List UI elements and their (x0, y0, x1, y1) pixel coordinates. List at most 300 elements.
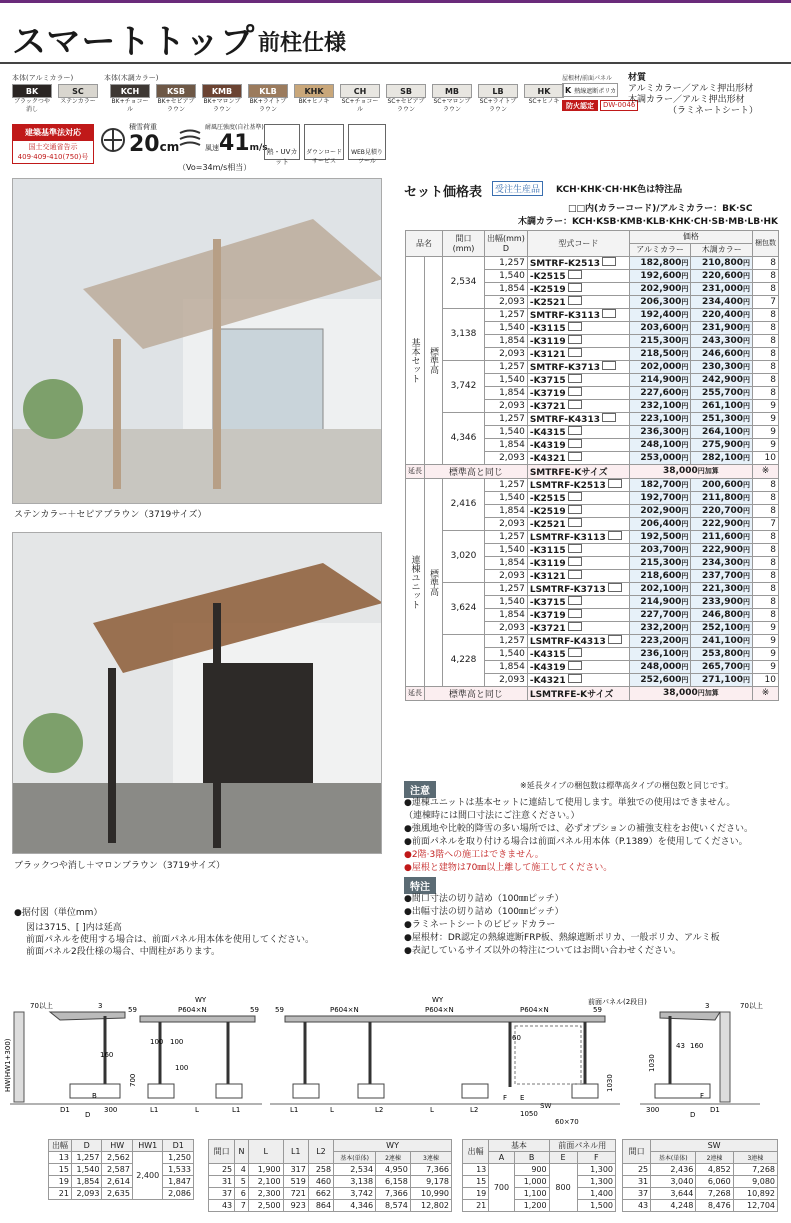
t1-cell: 1,250 (163, 1152, 194, 1164)
foundation-1a (148, 1084, 174, 1098)
alumi-price-cell (629, 334, 691, 347)
code-cell (527, 438, 629, 451)
special-item: ●ラミネートシートのビビッドカラー (404, 920, 556, 930)
wood-price-cell-value: 253,800 (702, 648, 743, 659)
yen-unit: 円 (743, 310, 750, 319)
dehaba-cell (485, 491, 528, 504)
wood-price-cell-value: 210,800 (702, 257, 743, 268)
alumi-price-cell (629, 543, 691, 556)
note-item: ●屋根と建物は70㎜以上離して施工してください。 (404, 863, 613, 873)
wood-price-cell (691, 308, 753, 321)
t3-cell: 13 (463, 1164, 489, 1176)
dim-60x70: 60×70 (555, 1118, 579, 1126)
wood-price-cell-value: 282,100 (702, 452, 743, 463)
wood-price-cell (691, 269, 753, 282)
t2-row (209, 1200, 452, 1212)
photo-2-caption: ブラックつや消し＋マロンブラウン（3719サイズ） (14, 861, 226, 871)
pack-cell (753, 478, 779, 491)
front-roof-1 (140, 1016, 255, 1022)
yen-unit: 円 (743, 480, 750, 489)
dim-1030-b: 1030 (648, 1054, 656, 1072)
wood-price-cell (691, 412, 753, 425)
alumi-price-cell (629, 386, 691, 399)
pack-cell-value: 8 (770, 361, 776, 372)
yen-unit: 円 (681, 506, 689, 515)
dehaba-cell (485, 308, 528, 321)
t2-cell: 258 (308, 1164, 333, 1176)
t2-row (209, 1164, 452, 1176)
swatch-name: BK+ライトブラウン (249, 98, 287, 113)
alumi-price-cell (629, 373, 691, 386)
dehaba-cell-value: 1,540 (499, 544, 525, 555)
dehaba-cell-value: 1,540 (499, 322, 525, 333)
code-cell-value: SMTRF-K3113 (529, 310, 600, 321)
wind-unit: m/s (249, 143, 268, 153)
color-code-box (568, 518, 582, 527)
color-code-box (568, 400, 582, 409)
yen-unit: 円 (743, 297, 750, 306)
note-item: ●強風地や比較的降雪の多い場所では、必ずオプションの補強支柱をお使いください。 (404, 824, 753, 834)
t2-head: N (235, 1140, 249, 1164)
wood-price-cell (691, 478, 753, 491)
pack-cell-value: 8 (770, 479, 776, 490)
pack-cell (753, 282, 779, 295)
pack-cell-value: 8 (770, 492, 776, 503)
color-code-box (568, 452, 582, 461)
drawing-note-1: 図は3715、[ ]内は延高 (26, 923, 122, 933)
t3-cell: 700 (489, 1164, 514, 1212)
wood-price-cell-value: 243,300 (702, 335, 743, 346)
material-line-2: 木調カラー／アルミ押出形材 (628, 95, 745, 105)
dim-p604-3: P604×N (425, 1006, 454, 1014)
notes-title (404, 781, 436, 798)
fire-cert (562, 100, 638, 111)
swatch-code: KHK (294, 84, 334, 98)
t1-head: HW (102, 1140, 133, 1152)
alumi-price-cell-value: 215,300 (640, 557, 682, 568)
code-cell (527, 504, 629, 517)
swatch-name: SC+セピアブラウン (387, 98, 425, 113)
pack-cell-value: 8 (770, 544, 776, 555)
alumi-price-cell-value: 223,100 (640, 413, 682, 424)
pack-cell-value: 8 (770, 335, 776, 346)
code-cell-value: -K3121 (529, 349, 566, 360)
dehaba-cell-value: 1,854 (499, 335, 525, 346)
dehaba-cell (485, 282, 528, 295)
yen-unit: 円 (743, 532, 750, 541)
legend-line-2: 木調カラー：KCH·KSB·KMB·KLB·KHK·CH·SB·MB·LB·HK (517, 217, 778, 227)
wood-price-cell (691, 517, 753, 530)
t4-cell: 7,268 (733, 1164, 777, 1176)
code-cell (527, 595, 629, 608)
alumi-price-cell (629, 556, 691, 569)
wood-price-cell-value: 221,300 (702, 583, 743, 594)
t3-cell: 1,400 (577, 1188, 615, 1200)
color-code-box (568, 544, 582, 553)
order-tag: 受注生産品 (492, 181, 543, 196)
code-cell (527, 647, 629, 660)
dehaba-cell-value: 1,257 (499, 583, 525, 594)
pack-cell-value: 8 (770, 322, 776, 333)
swatch-code: BK (12, 84, 52, 98)
t1-cell: 2,093 (71, 1188, 102, 1200)
pack-cell-value: 9 (770, 661, 776, 672)
alumi-price-cell (629, 282, 691, 295)
t1-head: D1 (163, 1140, 194, 1152)
price-table (405, 230, 779, 701)
t2-cell: 9,178 (410, 1176, 451, 1188)
t2-cell: 460 (308, 1176, 333, 1188)
alumi-price-cell-value: 202,900 (640, 505, 682, 516)
pack-cell-value: 7 (770, 518, 776, 529)
yen-unit: 円 (681, 597, 689, 606)
wood-price-cell (691, 569, 753, 582)
pack-cell-value: 9 (770, 439, 776, 450)
yen-unit: 円 (681, 414, 689, 423)
dehaba-cell (485, 595, 528, 608)
dim-1030-a: 1030 (606, 1074, 614, 1092)
wood-price-cell (691, 504, 753, 517)
pack-cell-value: 10 (764, 452, 776, 463)
wood-price-cell-value: 251,300 (702, 413, 743, 424)
dehaba-cell-value: 1,540 (499, 426, 525, 437)
color-code-box (568, 283, 582, 292)
t2-cell: 864 (308, 1200, 333, 1212)
t2-head: L2 (308, 1140, 333, 1164)
alumi-price-cell-value: 215,300 (640, 335, 682, 346)
pack-cell-value: 8 (770, 583, 776, 594)
wood-price-cell (691, 530, 753, 543)
wood-price-cell (691, 556, 753, 569)
code-cell (527, 634, 629, 647)
dehaba-cell (485, 295, 528, 308)
t3-cell: 21 (463, 1200, 489, 1212)
t3-sub: A (489, 1152, 514, 1164)
t2-cell: 3,742 (334, 1188, 376, 1200)
pack-cell-value: 9 (770, 622, 776, 633)
t1-cell: 1,540 (71, 1164, 102, 1176)
code-cell-value: -K3715 (529, 597, 566, 608)
code-cell (527, 491, 629, 504)
color-code-box (602, 361, 616, 370)
t3-row (463, 1164, 616, 1176)
wood-price-cell (691, 621, 753, 634)
download-icon: ダウンロードサービス (304, 124, 344, 160)
pack-cell-value: 9 (770, 648, 776, 659)
page-subtitle: 前柱仕様 (258, 31, 347, 56)
swatch-kch (110, 84, 150, 114)
dim-d-right: D (690, 1111, 696, 1119)
t4-cell: 31 (623, 1176, 651, 1188)
code-cell (527, 530, 629, 543)
t2-cell: 519 (283, 1176, 308, 1188)
maguchi-cell: 2,534 (443, 256, 485, 308)
pack-cell (753, 451, 779, 464)
code-cell-value: SMTRF-K3713 (529, 362, 600, 373)
dehaba-cell-value: 1,854 (499, 505, 525, 516)
swatch-ksb (156, 84, 196, 114)
t4-cell: 4,852 (696, 1164, 733, 1176)
pack-cell (753, 386, 779, 399)
photo-2-illustration (13, 533, 382, 854)
pack-cell (753, 621, 779, 634)
wood-price-cell (691, 660, 753, 673)
price-row (406, 478, 779, 491)
yen-unit: 円 (681, 545, 689, 554)
swatch-name: ブラックつや消し (14, 98, 50, 113)
yen-unit: 円 (681, 297, 689, 306)
dehaba-cell-value: 1,854 (499, 439, 525, 450)
wind-prefix: 風速 (205, 144, 219, 152)
extension-row (406, 464, 779, 478)
t3-row (463, 1200, 616, 1212)
t2-cell: 7,366 (376, 1188, 411, 1200)
yen-unit: 円 (681, 571, 689, 580)
t4-row (623, 1176, 778, 1188)
col-maguchi-label: 間口 (455, 234, 472, 244)
alumi-price-cell (629, 321, 691, 334)
wood-price-cell-value: 275,900 (702, 439, 743, 450)
wood-price-cell-value: 222,900 (702, 518, 743, 529)
yen-unit: 円 (681, 401, 689, 410)
t3-head: 出幅 (463, 1140, 489, 1164)
dim-70-right: 70以上 (740, 1002, 763, 1010)
price-header-row-1 (406, 231, 779, 244)
yen-unit: 円 (743, 636, 750, 645)
dim-l1-1a: L1 (150, 1106, 159, 1114)
alumi-price-cell (629, 269, 691, 282)
alumi-price-cell (629, 425, 691, 438)
note-item: ●連棟ユニットは基本セットに連結して使用します。単独での使用はできません。 (404, 798, 736, 808)
pack-cell (753, 321, 779, 334)
t2-cell: 12,802 (410, 1200, 451, 1212)
pack-cell (753, 334, 779, 347)
swatch-name: BK+セピアブラウン (157, 98, 195, 113)
code-cell-value: -K4319 (529, 440, 566, 451)
t3-cell: 1,300 (577, 1164, 615, 1176)
alumi-price-cell (629, 608, 691, 621)
code-cell (527, 608, 629, 621)
pack-cell-value: 9 (770, 635, 776, 646)
pack-cell (753, 530, 779, 543)
t2-cell: 662 (308, 1188, 333, 1200)
title-underline (0, 62, 791, 64)
color-code-box (568, 674, 582, 683)
code-cell-value: -K2515 (529, 271, 566, 282)
yen-unit: 円 (743, 362, 750, 371)
wall-right (720, 1012, 730, 1102)
dehaba-cell (485, 386, 528, 399)
wood-price-cell (691, 399, 753, 412)
t1-cell: 1,847 (163, 1176, 194, 1188)
wood-price-cell-value: 246,600 (702, 348, 743, 359)
t2-cell: 43 (209, 1200, 235, 1212)
swatch-name: SC+ライトブラウン (479, 98, 517, 113)
product-photo-1 (12, 178, 382, 504)
color-code-box (568, 439, 582, 448)
color-code-box (568, 426, 582, 435)
pack-cell (753, 673, 779, 686)
code-cell (527, 347, 629, 360)
alumi-price-cell (629, 256, 691, 269)
pack-cell (753, 412, 779, 425)
pack-cell (753, 295, 779, 308)
yen-unit: 円 (681, 336, 689, 345)
dehaba-cell-value: 1,540 (499, 492, 525, 503)
wood-price-cell-value: 233,900 (702, 596, 743, 607)
t1-cell: 15 (49, 1164, 72, 1176)
page-title: スマートトップ (12, 22, 256, 62)
t2-cell: 5 (235, 1176, 249, 1188)
dehaba-cell (485, 360, 528, 373)
note-item: （連棟時には間口寸法にご注意ください。） (404, 811, 580, 821)
front-roof-2 (285, 1016, 605, 1022)
wind-spec (178, 122, 268, 156)
swatch-name: SC+ヒノキ (528, 98, 560, 105)
dehaba-cell (485, 660, 528, 673)
color-code-box (568, 270, 582, 279)
front-panel-outline (515, 1026, 581, 1084)
ext-code: LSMTRFE-Kサイズ (527, 686, 629, 700)
price-row (406, 530, 779, 543)
yen-unit: 円 (681, 623, 689, 632)
special-title-text: 特注 (404, 877, 436, 894)
code-cell (527, 582, 629, 595)
code-cell-value: LSMTRF-K3113 (529, 532, 606, 543)
special-item: ●屋根材：DR認定の熱線遮断FRP板、熱線遮断ポリカ、一般ポリカ、アルミ板 (404, 933, 720, 943)
code-cell-value: -K2515 (529, 493, 566, 504)
yen-unit: 円 (681, 453, 689, 462)
ext-price-unit: 円加算 (697, 689, 719, 698)
t4-head: 間口 (623, 1140, 651, 1164)
dim-100-a: 100 (150, 1038, 164, 1046)
t2-cell: 2,300 (248, 1188, 283, 1200)
t4-cell: 2,436 (651, 1164, 696, 1176)
color-code-box (608, 583, 622, 592)
yen-unit: 円 (743, 323, 750, 332)
size-table-dehaba (48, 1139, 194, 1200)
dim-59-a: 59 (128, 1006, 137, 1014)
yen-unit: 円 (743, 388, 750, 397)
pack-cell-value: 10 (764, 674, 776, 685)
dim-l-2: L (330, 1106, 334, 1114)
t1-cell: 2,635 (102, 1188, 133, 1200)
alumi-color-label: 本体(アルミカラー) (12, 74, 74, 82)
t2-header (209, 1140, 452, 1152)
dim-160-right: 160 (690, 1042, 704, 1050)
dehaba-cell-value: 1,854 (499, 661, 525, 672)
swatch-bk (12, 84, 52, 114)
snow-value: 20 (129, 132, 160, 157)
dehaba-cell-value: 2,093 (499, 452, 525, 463)
product-photo-2 (12, 532, 382, 854)
size-table-base (462, 1139, 616, 1212)
yen-unit: 円 (743, 623, 750, 632)
wood-price-cell (691, 634, 753, 647)
alumi-price-cell (629, 347, 691, 360)
yen-unit: 円 (681, 427, 689, 436)
t2-head: L1 (283, 1140, 308, 1164)
alumi-price-cell (629, 360, 691, 373)
color-code-box (568, 322, 582, 331)
yen-unit: 円 (743, 453, 750, 462)
t3-row (463, 1176, 616, 1188)
pack-cell (753, 634, 779, 647)
t1-cell: 2,614 (102, 1176, 133, 1188)
pack-cell-value: 8 (770, 257, 776, 268)
yen-unit: 円 (681, 519, 689, 528)
t2-sub: 2連棟 (376, 1152, 411, 1164)
alumi-price-cell-value: 232,100 (640, 400, 682, 411)
law-badge: 建築基準法対応 (12, 124, 94, 140)
yen-unit: 円 (681, 584, 689, 593)
dim-59-d: 59 (593, 1006, 602, 1014)
dim-p604-4: P604×N (520, 1006, 549, 1014)
dim-p604-2: P604×N (330, 1006, 359, 1014)
t4-sub: 2連棟 (696, 1152, 733, 1164)
pack-cell (753, 517, 779, 530)
wood-price-cell-value: 264,100 (702, 426, 743, 437)
swatch-code: LB (478, 84, 518, 98)
pack-cell-value: 8 (770, 270, 776, 281)
color-code-box (602, 309, 616, 318)
t4-row (623, 1200, 778, 1212)
dim-d-left: D (85, 1111, 91, 1119)
yen-unit: 円 (681, 480, 689, 489)
dehaba-cell-value: 1,854 (499, 557, 525, 568)
wind-label: 耐風圧強度(自社基準) (205, 124, 264, 131)
color-code-box (568, 348, 582, 357)
t2-cell: 6,158 (376, 1176, 411, 1188)
t1-row (49, 1176, 194, 1188)
alumi-price-cell-value: 202,900 (640, 283, 682, 294)
color-code-box (568, 492, 582, 501)
yen-unit: 円 (681, 493, 689, 502)
dim-d1-right: D1 (710, 1106, 720, 1114)
code-cell-value: -K3115 (529, 323, 566, 334)
dehaba-cell (485, 608, 528, 621)
side-roof-left (50, 1012, 125, 1020)
t1-row (49, 1188, 194, 1200)
t4-sub: 3連棟 (733, 1152, 777, 1164)
dim-l2-3: L2 (470, 1106, 479, 1114)
swatch-ch (340, 84, 380, 114)
wood-price-cell (691, 595, 753, 608)
t4-cell: 3,644 (651, 1188, 696, 1200)
wood-price-cell (691, 386, 753, 399)
dim-f-front: F (503, 1094, 508, 1102)
color-code-box (602, 257, 616, 266)
snowflake-icon (100, 125, 126, 155)
t2-cell: 10,990 (410, 1188, 451, 1200)
dim-59-b: 59 (250, 1006, 259, 1014)
dim-l-1: L (195, 1106, 199, 1114)
alumi-price-cell-value: 214,900 (640, 596, 682, 607)
t2-cell: 25 (209, 1164, 235, 1176)
dehaba-cell-value: 2,093 (499, 570, 525, 581)
t2-cell: 2,500 (248, 1200, 283, 1212)
wood-price-cell-value: 255,700 (702, 387, 743, 398)
yen-unit: 円 (743, 506, 750, 515)
t4-cell: 43 (623, 1200, 651, 1212)
group-sub-label: 標準高 (425, 478, 443, 686)
t4-cell: 37 (623, 1188, 651, 1200)
dim-l1-2: L1 (290, 1106, 299, 1114)
special-item: ●表記しているサイズ以外の特注についてはお問い合わせください。 (404, 946, 681, 956)
alumi-price-cell-value: 253,000 (640, 452, 682, 463)
code-cell (527, 295, 629, 308)
alumi-price-cell (629, 438, 691, 451)
